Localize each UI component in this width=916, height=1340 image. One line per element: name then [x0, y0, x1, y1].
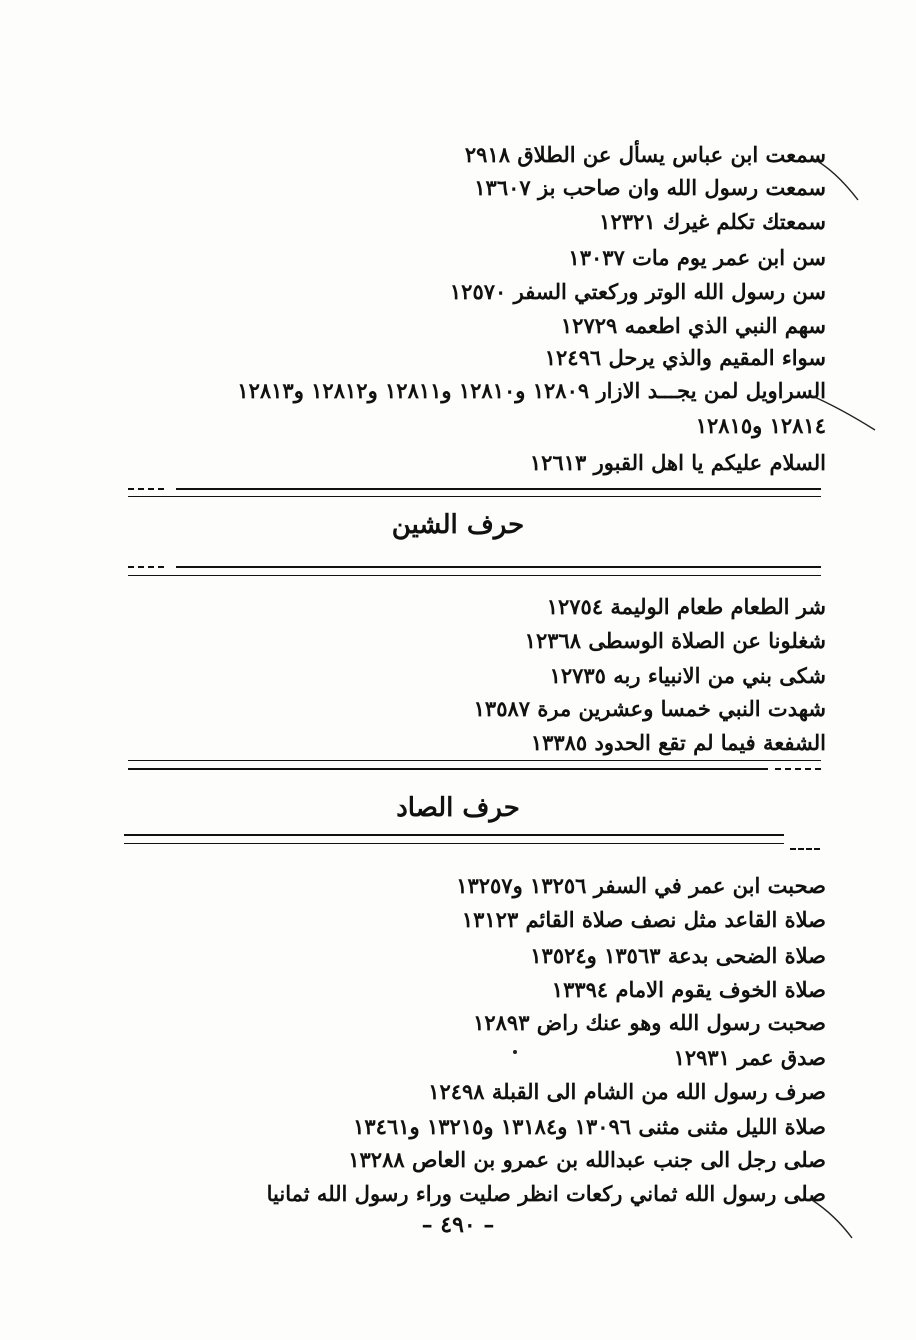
index-entry: السلام عليكم يا اهل القبور ١٢٦١٣: [529, 450, 826, 475]
ink-speck: [513, 1050, 517, 1054]
index-entry: شغلونا عن الصلاة الوسطى ١٢٣٦٨: [524, 628, 826, 653]
section-heading-sad: حرف الصاد: [396, 793, 520, 823]
index-entry: سن رسول الله الوتر وركعتي السفر ١٢٥٧٠: [449, 279, 826, 304]
index-entry: شر الطعام طعام الوليمة ١٢٧٥٤: [546, 594, 826, 619]
index-entry: سمعتك تكلم غيرك ١٢٣٢١: [599, 209, 826, 234]
index-entry: صحبت ابن عمر في السفر ١٣٢٥٦ و١٣٢٥٧: [456, 873, 826, 898]
pen-stroke: [812, 1200, 852, 1238]
pen-stroke: [812, 158, 858, 200]
index-entry: سمعت ابن عباس يسأل عن الطلاق ٢٩١٨: [464, 142, 826, 167]
index-entry: سن ابن عمر يوم مات ١٣٠٣٧: [568, 245, 826, 270]
index-entry: صلاة الليل مثنى مثنى ١٣٠٩٦ و١٣١٨٤ و١٣٢١٥ و١٣٤٦١: [353, 1114, 826, 1139]
index-entry: ١٢٨١٤ و١٢٨١٥: [695, 413, 826, 438]
index-entry: صلى رسول الله ثماني ركعات انظر صليت وراء رسول الله ثمانيا: [266, 1181, 826, 1206]
index-entry: صلاة الخوف يقوم الامام ١٣٣٩٤: [551, 977, 826, 1002]
index-entry: صدق عمر ١٢٩٣١: [673, 1045, 826, 1070]
index-entry: الشفعة فيما لم تقع الحدود ١٣٣٨٥: [530, 730, 826, 755]
index-entry: شهدت النبي خمسا وعشرين مرة ١٣٥٨٧: [473, 696, 826, 721]
index-entry: سهم النبي الذي اطعمه ١٢٧٢٩: [560, 313, 826, 338]
index-entry: شكى بني من الانبياء ربه ١٢٧٣٥: [549, 663, 826, 688]
index-entry: صلى رجل الى جنب عبدالله بن عمرو بن العاص ١٣٢٨٨: [348, 1147, 826, 1172]
index-entry: صحبت رسول الله وهو عنك راض ١٢٨٩٣: [473, 1010, 826, 1035]
index-entry: صلاة الضحى بدعة ١٣٥٦٣ و١٣٥٢٤: [530, 943, 826, 968]
section-heading-shin: حرف الشين: [391, 510, 525, 540]
index-entry: صرف رسول الله من الشام الى القبلة ١٢٤٩٨: [428, 1079, 826, 1104]
pen-stroke: [810, 395, 875, 430]
page-number: – ٤٩٠ –: [421, 1212, 495, 1238]
index-entry: صلاة القاعد مثل نصف صلاة القائم ١٣١٢٣: [461, 907, 826, 932]
index-entry: سمعت رسول الله وان صاحب بز ١٣٦٠٧: [474, 175, 826, 200]
index-entry: سواء المقيم والذي يرحل ١٢٤٩٦: [544, 345, 826, 370]
index-entry: السراويل لمن يجـــد الازار ١٢٨٠٩ و١٢٨١٠ و١٢٨١١ و١٢٨١٢ و١٢٨١٣: [237, 378, 826, 403]
